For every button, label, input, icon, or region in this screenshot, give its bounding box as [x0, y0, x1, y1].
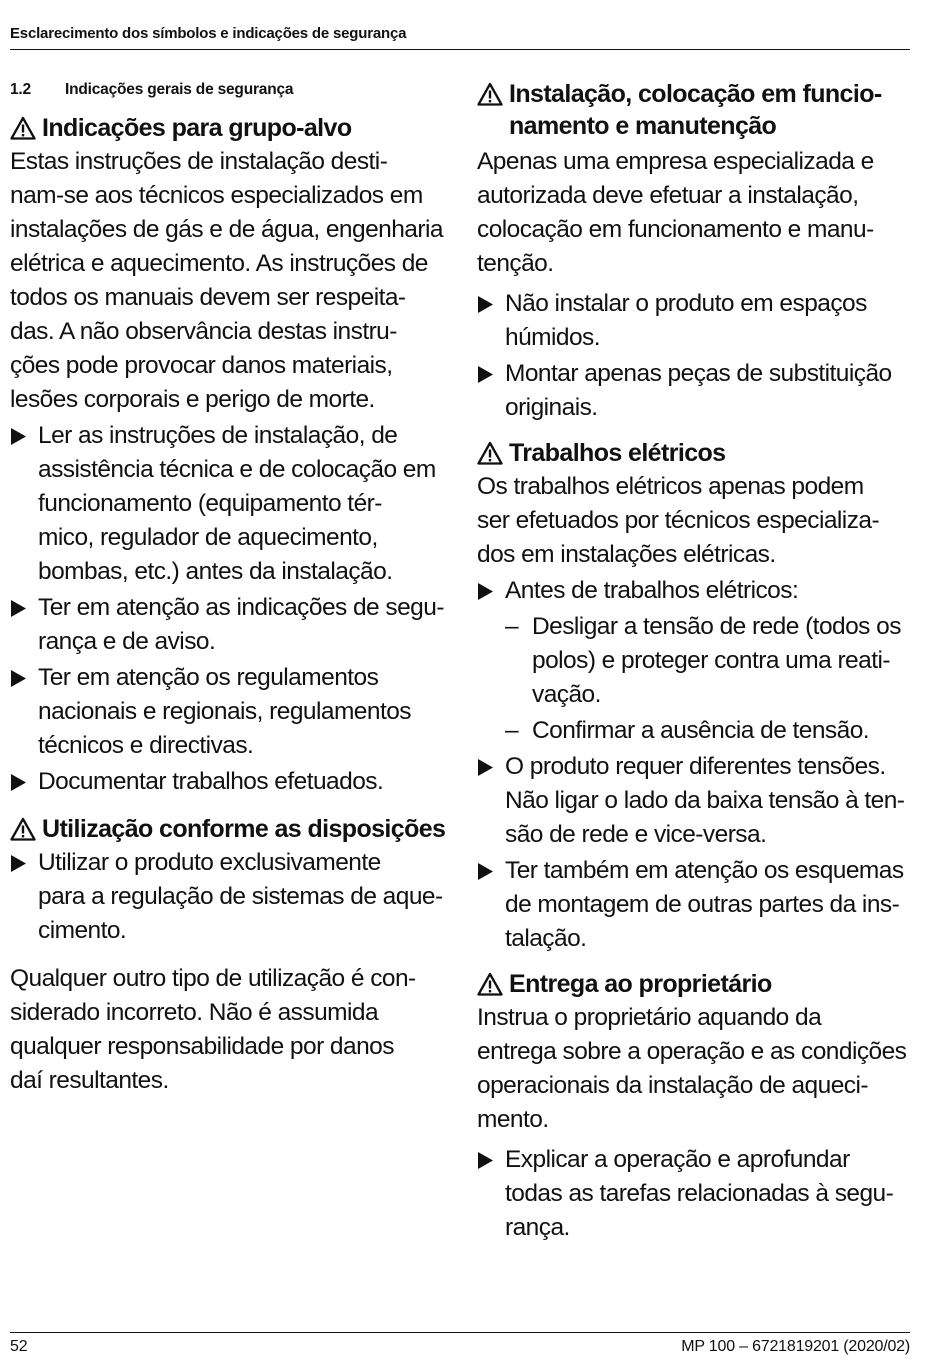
bullet-item	[477, 574, 917, 608]
right-column	[477, 78, 917, 1245]
text-line: Instrua o proprietário aquando da	[477, 1004, 822, 1031]
text-line: Estas instruções de instalação desti-	[10, 148, 388, 175]
text-line: rança e de aviso.	[38, 628, 216, 655]
text-line: húmidos.	[505, 324, 601, 351]
text-line: são de rede e vice-versa.	[505, 821, 767, 848]
heading-installation	[477, 78, 917, 142]
action-triangle-icon	[10, 591, 38, 659]
dash-mark: –	[505, 717, 519, 744]
text-line: nacionais e regionais, regulamentos	[38, 698, 411, 725]
text-line: polos) e proteger contra uma reati-	[532, 647, 890, 674]
text-line: originais.	[505, 394, 598, 421]
heading-electrical	[477, 437, 917, 469]
text-line: Desligar a tensão de rede (todos os	[532, 613, 901, 640]
handover-intro	[477, 1001, 917, 1137]
text-line: Ter também em atenção os esquemas	[505, 857, 904, 884]
text-line: bombas, etc.) antes da instalação.	[38, 558, 393, 585]
bullet-item	[477, 1143, 917, 1245]
text-line: de montagem de outras partes da ins-	[505, 891, 900, 918]
electrical-intro	[477, 470, 917, 572]
electrical-bullets	[477, 574, 917, 956]
bullet-item	[477, 357, 917, 425]
section-title: Indicações gerais de segurança	[65, 81, 294, 98]
text-line: Explicar a operação e aprofundar	[505, 1146, 850, 1173]
text-line: Não ligar o lado da baixa tensão à ten-	[505, 787, 905, 814]
text-line: Antes de trabalhos elétricos:	[505, 577, 799, 604]
action-triangle-icon	[10, 765, 38, 799]
text-line: vação.	[532, 681, 601, 708]
section-heading	[10, 76, 450, 104]
text-line: tenção.	[477, 250, 554, 277]
text-line: técnicos e directivas.	[38, 732, 254, 759]
text-line: qualquer responsabilidade por danos	[10, 1033, 394, 1060]
bullet-item	[10, 419, 450, 589]
text-line: mento.	[477, 1106, 549, 1133]
text-line: Os trabalhos elétricos apenas podem	[477, 473, 864, 500]
text-line: ções pode provocar danos materiais,	[10, 352, 393, 379]
action-triangle-icon	[10, 661, 38, 763]
document-reference: MP 100 – 6721819201 (2020/02)	[681, 1338, 910, 1355]
intended-use-bullets	[10, 846, 450, 948]
bullet-item	[477, 854, 917, 956]
text-line: Apenas uma empresa especializada e	[477, 148, 874, 175]
action-triangle-icon	[477, 357, 505, 425]
text-line: lesões corporais e perigo de morte.	[10, 386, 375, 413]
action-triangle-icon	[477, 287, 505, 355]
warning-triangle-icon	[477, 78, 509, 110]
text-line: para a regulação de sistemas de aque-	[38, 883, 443, 910]
bullet-item	[10, 765, 450, 799]
left-column	[10, 76, 450, 1098]
text-line: O produto requer diferentes tensões.	[505, 753, 886, 780]
text-line: instalações de gás e de água, engenharia	[10, 216, 443, 243]
text-line: entrega sobre a operação e as condições	[477, 1038, 907, 1065]
text-line: Ter em atenção as indicações de segu-	[38, 594, 444, 621]
dash-item	[477, 610, 917, 712]
text-line: dos em instalações elétricas.	[477, 541, 776, 568]
text-line: das. A não observância destas instru-	[10, 318, 397, 345]
heading-text: Entrega ao proprietário	[509, 970, 772, 998]
text-line: autorizada deve efetuar a instalação,	[477, 182, 859, 209]
warning-triangle-icon	[477, 437, 509, 469]
text-line: Ter em atenção os regulamentos	[38, 664, 379, 691]
text-line: Não instalar o produto em espaços	[505, 290, 867, 317]
page-footer	[10, 1332, 910, 1364]
text-line: assistência técnica e de colocação em	[38, 456, 436, 483]
text-line: colocação em funcionamento e manu-	[477, 216, 874, 243]
target-group-bullets	[10, 419, 450, 799]
text-line: nam-se aos técnicos especializados em	[10, 182, 423, 209]
text-line: Confirmar a ausência de tensão.	[532, 717, 870, 744]
dash-mark: –	[505, 613, 519, 640]
text-line: rança.	[505, 1214, 570, 1241]
heading-text: Trabalhos elétricos	[509, 439, 726, 467]
text-line: talação.	[505, 925, 587, 952]
action-triangle-icon	[10, 419, 38, 589]
dash-item	[477, 714, 917, 748]
text-line: Documentar trabalhos efetuados.	[38, 768, 384, 795]
heading-target-group	[10, 112, 450, 144]
header-title: Esclarecimento dos símbolos e indicações de segurança	[10, 25, 407, 42]
action-triangle-icon	[477, 854, 505, 956]
bullet-item	[10, 846, 450, 948]
action-triangle-icon	[477, 750, 505, 852]
heading-line: Instalação, colocação em funcio-	[509, 80, 882, 108]
bullet-item	[477, 750, 917, 852]
text-line: elétrica e aquecimento. As instruções de	[10, 250, 428, 277]
bullet-item	[10, 591, 450, 659]
warning-triangle-icon	[10, 112, 42, 144]
text-line: funcionamento (equipamento tér-	[38, 490, 382, 517]
target-group-intro	[10, 145, 450, 417]
warning-triangle-icon	[477, 968, 509, 1000]
action-triangle-icon	[477, 574, 505, 608]
page-number: 52	[10, 1338, 28, 1355]
heading-line: namento e manutenção	[509, 112, 777, 140]
text-line: operacionais da instalação de aqueci-	[477, 1072, 868, 1099]
installation-bullets	[477, 287, 917, 425]
installation-intro	[477, 145, 917, 281]
heading-handover	[477, 968, 917, 1000]
page-header	[10, 22, 910, 50]
heading-text: Utilização conforme as disposições	[42, 815, 446, 843]
text-line: ser efetuados por técnicos especializa-	[477, 507, 880, 534]
heading-text: Indicações para grupo-alvo	[42, 114, 352, 142]
text-line: Ler as instruções de instalação, de	[38, 422, 398, 449]
bullet-item	[477, 287, 917, 355]
heading-intended-use	[10, 813, 450, 845]
text-line: mico, regulador de aquecimento,	[38, 524, 378, 551]
text-line: todos os manuais devem ser respeita-	[10, 284, 406, 311]
bullet-item	[10, 661, 450, 763]
text-line: todas as tarefas relacionadas à segu-	[505, 1180, 894, 1207]
text-line: Qualquer outro tipo de utilização é con-	[10, 965, 416, 992]
action-triangle-icon	[10, 846, 38, 948]
text-line: daí resultantes.	[10, 1067, 169, 1094]
action-triangle-icon	[477, 1143, 505, 1245]
text-line: cimento.	[38, 917, 127, 944]
text-line: siderado incorreto. Não é assumida	[10, 999, 379, 1026]
handover-bullets	[477, 1143, 917, 1245]
text-line: Utilizar o produto exclusivamente	[38, 849, 381, 876]
intended-use-closing	[10, 962, 450, 1098]
section-number: 1.2	[10, 81, 31, 98]
warning-triangle-icon	[10, 813, 42, 845]
text-line: Montar apenas peças de substituição	[505, 360, 892, 387]
